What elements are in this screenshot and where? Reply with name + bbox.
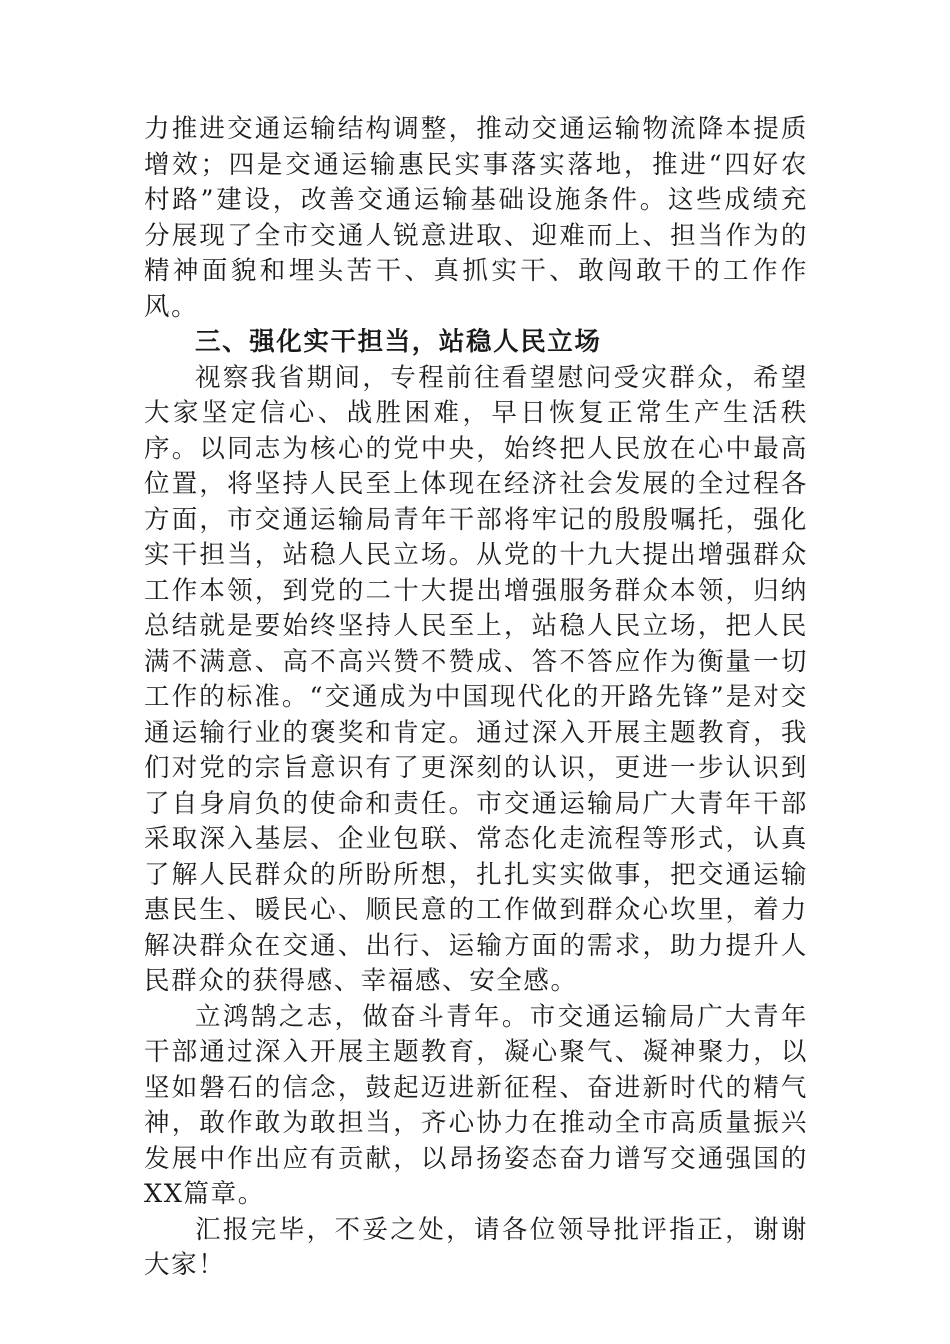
paragraph-closing: 汇报完毕，不妥之处，请各位领导批评指正，谢谢大家！ [144,1214,808,1280]
paragraph-youth-struggle: 立鸿鹄之志，做奋斗青年。市交通运输局广大青年干部通过深入开展主题教育，凝心聚气、凝神聚力，以坚如磐石的信念，鼓起迈进新征程、奋进新时代的精气神，敢作敢为敢担当，齐心协力在推动全市高质量振兴发展中作出应有贡献，以昂扬姿态奋力谱写交通强国的XX篇章。 [144,1001,808,1209]
paragraph-people-stance: 视察我省期间，专程前往看望慰问受灾群众，希望大家坚定信心、战胜困难，早日恢复正常生产生活秩序。以同志为核心的党中央，始终把人民放在心中最高位置，将坚持人民至上体现在经济社会发展的全过程各方面，市交通运输局青年干部将牢记的殷殷嘱托，强化实干担当，站稳人民立场。从党的十九大提出增强群众工作本领，到党的二十大提出增强服务群众本领，归纳总结就是要始终坚持人民至上，站稳人民立场，把人民满不满意、高不高兴赞不赞成、答不答应作为衡量一切工作的标准。“交通成为中国现代化的开路先锋”是对交通运输行业的褒奖和肯定。通过深入开展主题教育，我们对党的宗旨意识有了更深刻的认识，更进一步认识到了自身肩负的使命和责任。市交通运输局广大青年干部采取深入基层、企业包联、常态化走流程等形式，认真了解人民群众的所盼所想，扎扎实实做事，把交通运输惠民生、暖民心、顺民意的工作做到群众心坎里，着力解决群众在交通、出行、运输方面的需求，助力提升人民群众的获得感、幸福感、安全感。 [144,362,808,996]
paragraph-continued: 力推进交通运输结构调整，推动交通运输物流降本提质增效；四是交通运输惠民实事落实落地，推进“四好农村路”建设，改善交通运输基础设施条件。这些成绩充分展现了全市交通人锐意进取、迎难而上、担当作为的精神面貌和埋头苦干、真抓实干、敢闯敢干的工作作风。 [144,114,808,322]
document-body [144,112,808,1284]
section-heading-3: 三、强化实干担当，站稳人民立场 [195,327,602,357]
